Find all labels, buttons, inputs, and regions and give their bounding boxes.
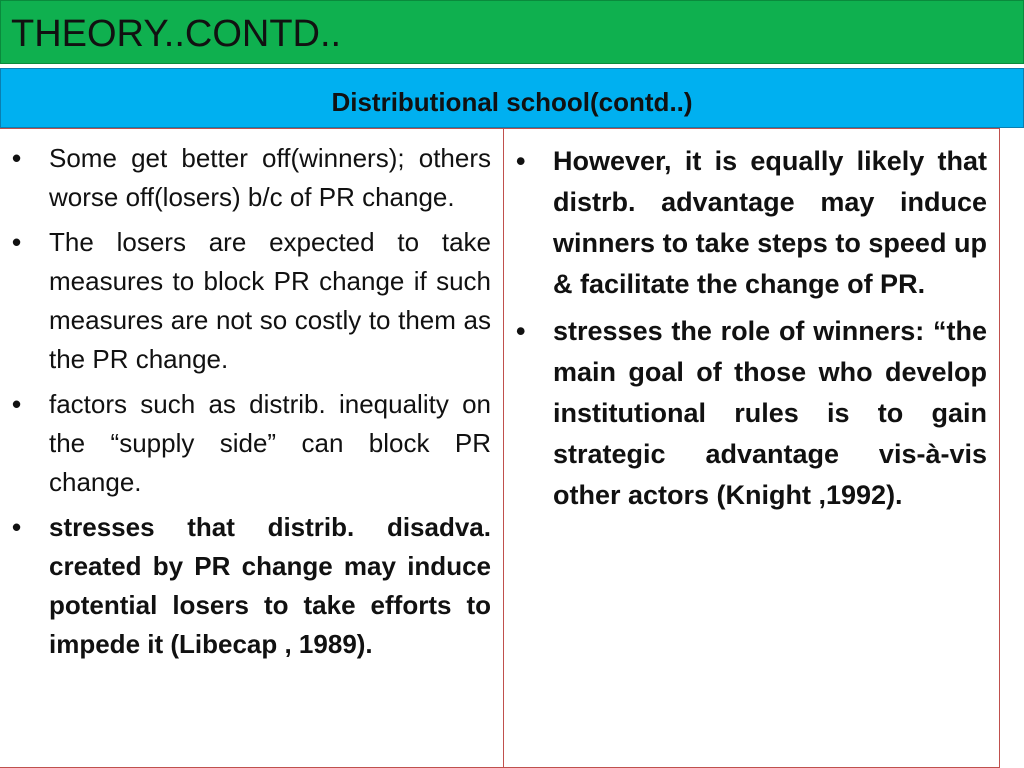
list-item xyxy=(12,139,491,217)
bullet-icon: • xyxy=(12,512,22,542)
slide-subtitle-bar xyxy=(0,68,1024,128)
bullet-text: stresses the role of winners: “the main goal of those who develop institutional rules is to gain strategic advantage vis-à-vis other actors (Knight ,1992). xyxy=(553,316,987,510)
slide-title-bar xyxy=(0,0,1024,64)
right-column xyxy=(503,128,1000,768)
left-bullet-list xyxy=(0,129,503,664)
list-item xyxy=(12,223,491,379)
bullet-text: Some get better off(winners); others worse off(losers) b/c of PR change. xyxy=(49,143,491,212)
slide-subtitle: Distributional school(contd..) xyxy=(331,87,693,117)
bullet-text: The losers are expected to take measures to block PR change if such measures are not so costly to them as the PR change. xyxy=(49,227,491,374)
bullet-icon: • xyxy=(12,143,22,173)
bullet-text: However, it is equally likely that distrb. advantage may induce winners to take steps to speed up & facilitate the change of PR. xyxy=(553,146,987,299)
left-column xyxy=(0,128,504,768)
bullet-icon: • xyxy=(516,316,526,346)
bullet-icon: • xyxy=(516,146,526,176)
list-item xyxy=(516,141,987,305)
list-item xyxy=(12,385,491,502)
bullet-icon: • xyxy=(12,389,22,419)
bullet-text: factors such as distrib. inequality on the “supply side” can block PR change. xyxy=(49,389,491,497)
bullet-icon: • xyxy=(12,227,22,257)
bullet-text: stresses that distrib. disadva. created by PR change may induce potential losers to take efforts to impede it (Libecap , 1989). xyxy=(49,512,491,659)
right-bullet-list xyxy=(504,129,999,516)
list-item xyxy=(12,508,491,664)
slide-title: THEORY..CONTD.. xyxy=(11,13,342,55)
list-item xyxy=(516,311,987,516)
